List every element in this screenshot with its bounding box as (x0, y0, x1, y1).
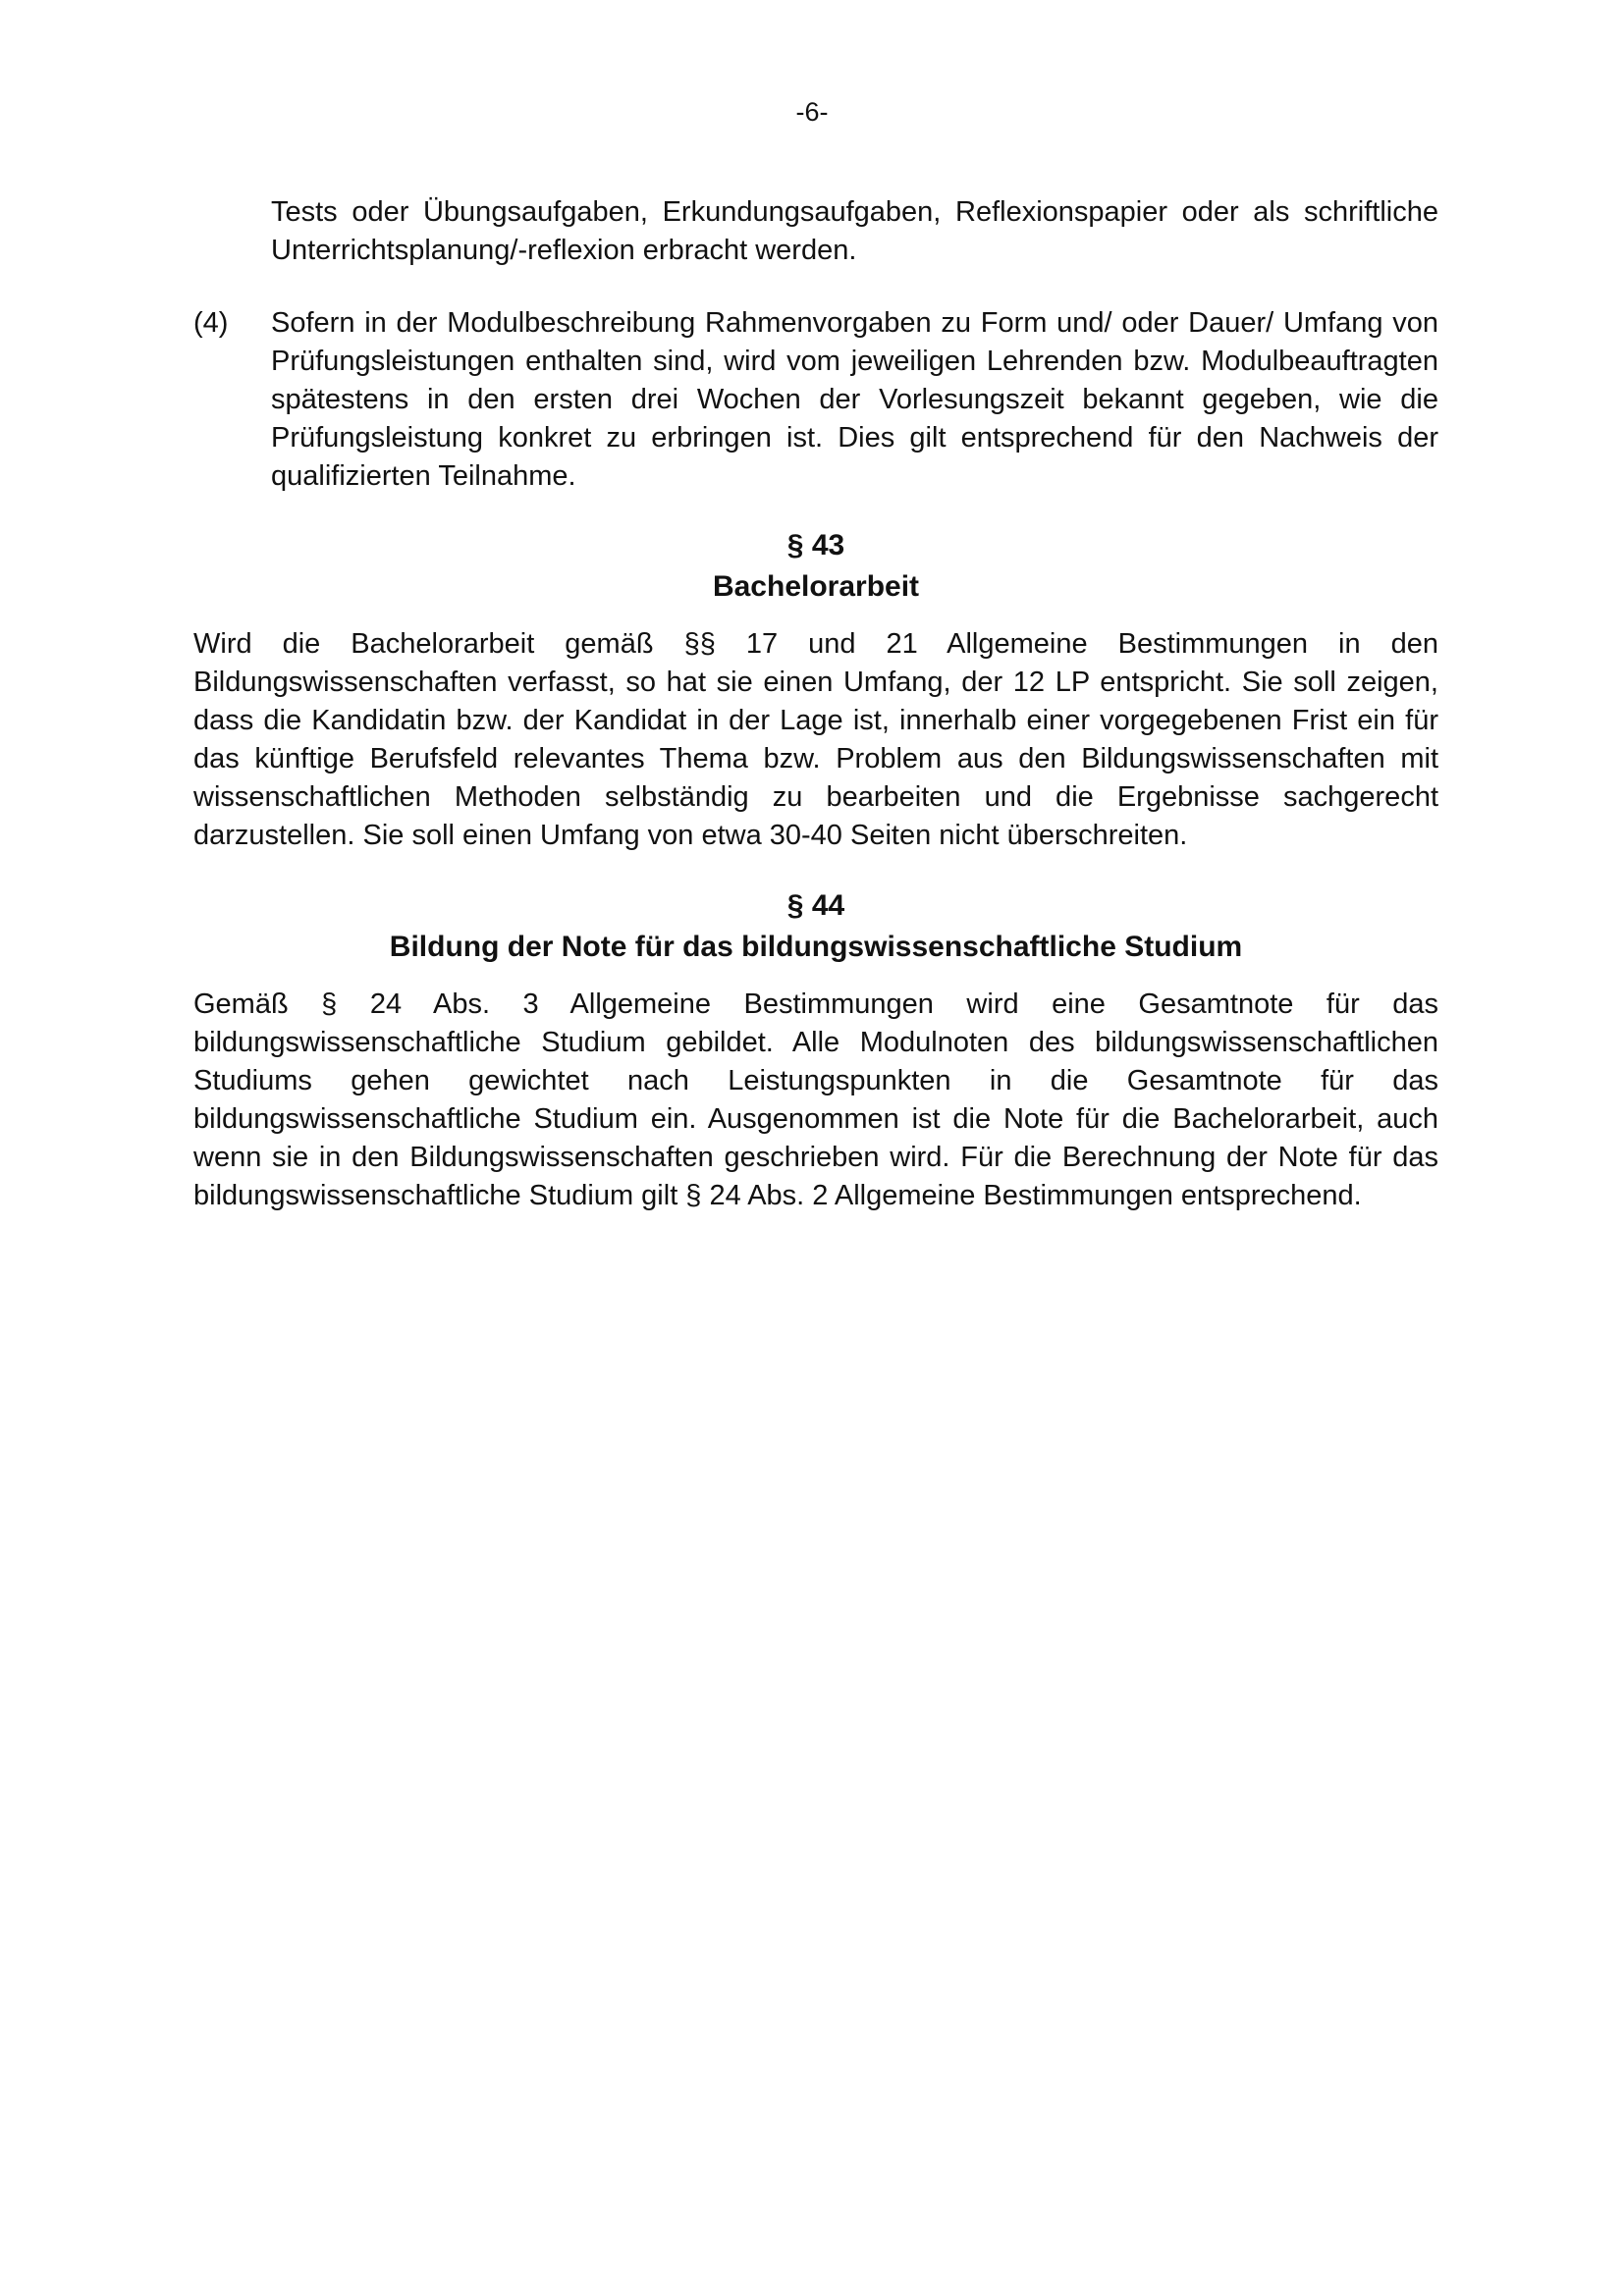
section-43-heading (193, 525, 1438, 608)
paragraph-item-4 (193, 304, 1438, 496)
section-number: § 44 (786, 889, 845, 922)
section-44-body: Gemäß § 24 Abs. 3 Allgemeine Bestimmungen wird eine Gesamtnote für das bildungswissenschaftliche Studium gebildet. Alle Modulnoten des bildungswissenschaftlichen Studiums gehen gewichtet nach Leistungspunkten in die Gesamtnote für das bildungswissenschaftliche Studium ein. Ausgenommen ist die Note für die Bachelorarbeit, auch wenn sie in den Bildungswissenschaften geschrieben wird. Für die Berechnung der Note für das bildungswissenschaftliche Studium gilt § 24 Abs. 2 Allgemeine Bestimmungen entsprechend. (193, 988, 1438, 1211)
item-text: Sofern in der Modulbeschreibung Rahmenvorgaben zu Form und/ oder Dauer/ Umfang von Prüfungsleistungen enthalten sind, wird vom jeweiligen Lehrenden bzw. Modulbeauftragten spätestens in den ersten drei Wochen der Vorlesungszeit bekannt gegeben, wie die Prüfungsleistung konkret zu erbringen ist. Dies gilt entsprechend für den Nachweis der qualifizierten Teilnahme. (271, 307, 1438, 492)
section-title: Bachelorarbeit (712, 570, 920, 603)
page-number: -6- (795, 97, 829, 127)
section-44-heading (193, 885, 1438, 968)
continued-paragraph: Tests oder Übungsaufgaben, Erkundungsaufgaben, Reflexionspapier oder als schriftliche Unterrichtsplanung/-reflexion erbracht werden. (271, 196, 1438, 266)
section-title: Bildung der Note für das bildungswissenschaftliche Studium (389, 931, 1243, 963)
section-43-body: Wird die Bachelorarbeit gemäß §§ 17 und 21 Allgemeine Bestimmungen in den Bildungswissenschaften verfasst, so hat sie einen Umfang, der 12 LP entspricht. Sie soll zeigen, dass die Kandidatin bzw. der Kandidat in der Lage ist, innerhalb einer vorgegebenen Frist ein für das künftige Berufsfeld relevantes Thema bzw. Problem aus den Bildungswissenschaften mit wissenschaftlichen Methoden selbständig zu bearbeiten und die Ergebnisse sachgerecht darzustellen. Sie soll einen Umfang von etwa 30-40 Seiten nicht überschreiten. (193, 628, 1438, 851)
item-number: (4) (193, 307, 229, 339)
section-number: § 43 (786, 529, 845, 561)
